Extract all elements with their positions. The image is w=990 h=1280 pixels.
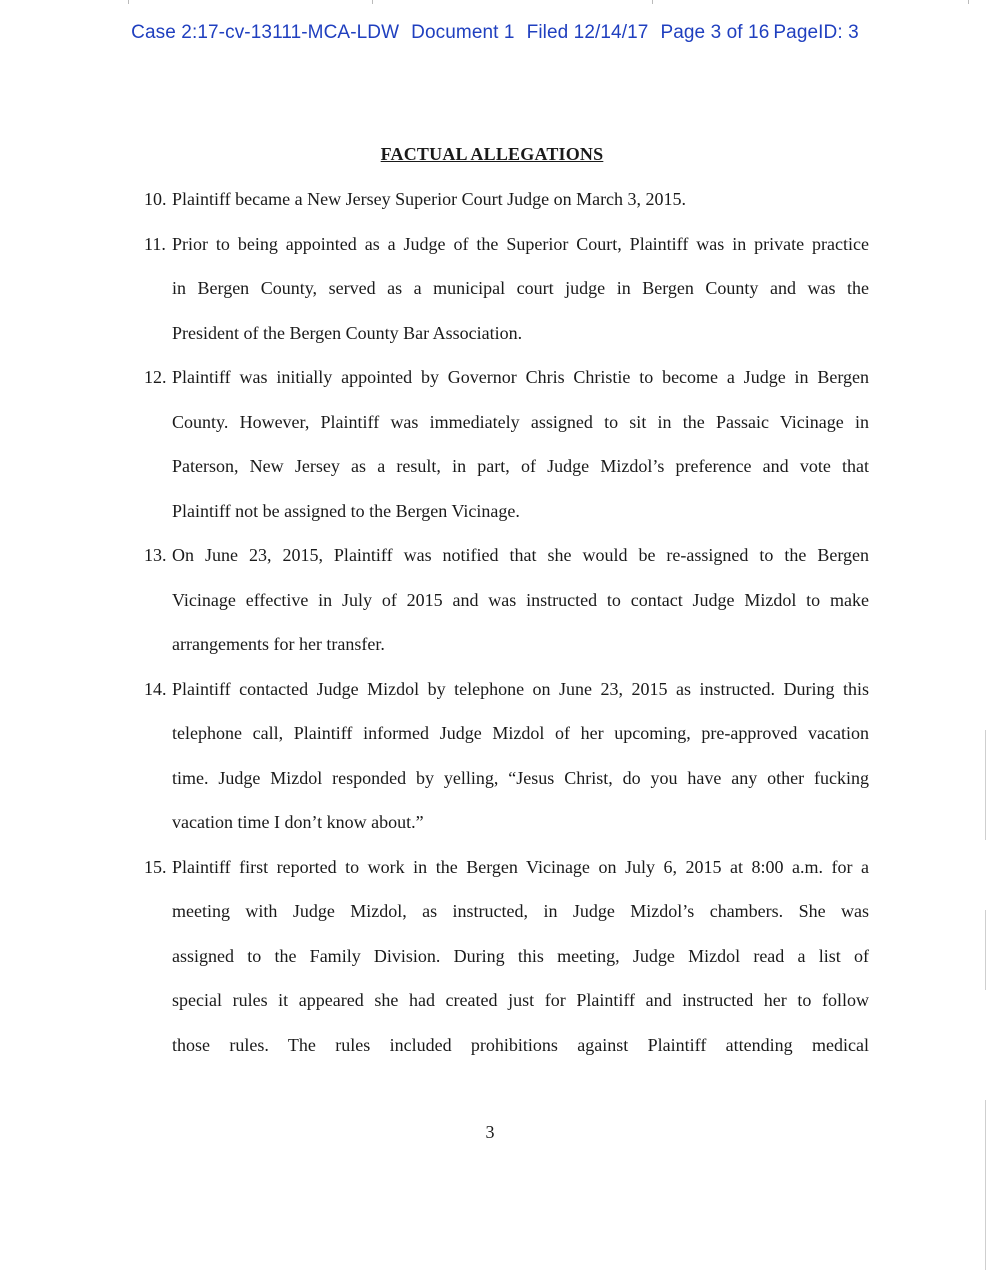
paragraph-line: those rules. The rules included prohibitions against Plaintiff attending medical [172,1035,869,1055]
paragraph-line: vacation time I don’t know about.” [172,812,424,832]
paragraph-line: Vicinage effective in July of 2015 and was instructed to contact Judge Mizdol to make [172,590,869,610]
scan-mark [372,0,373,4]
paragraph-line: telephone call, Plaintiff informed Judge Mizdol of her upcoming, pre-approved vacation [172,723,869,743]
scan-edge-mark [985,1100,986,1270]
paragraph-number: 12. [144,367,167,387]
case-number: Case 2:17-cv-13111-MCA-LDW [131,22,400,43]
paragraph-line: time. Judge Mizdol responded by yelling, “Jesus Christ, do you have any other fucking [172,768,869,788]
paragraph-line: Plaintiff contacted Judge Mizdol by telephone on June 23, 2015 as instructed. During this [172,679,869,699]
paragraph-line: assigned to the Family Division. During this meeting, Judge Mizdol read a list of [172,946,869,966]
paragraph-number: 14. [144,679,167,699]
paragraph-line: Paterson, New Jersey as a result, in part, of Judge Mizdol’s preference and vote that [172,456,869,476]
paragraph-line: arrangements for her transfer. [172,634,385,654]
document-number: Document 1 [411,22,515,43]
scan-edge-mark [985,730,986,840]
paragraph-number: 11. [144,234,166,254]
scan-mark [128,0,129,4]
scan-mark [968,0,969,4]
page-number: 3 [485,1122,495,1142]
paragraph-line: Plaintiff first reported to work in the Bergen Vicinage on July 6, 2015 at 8:00 a.m. for a [172,857,869,877]
paragraph-line: Plaintiff became a New Jersey Superior Court Judge on March 3, 2015. [172,189,687,209]
paragraph-line: special rules it appeared she had created just for Plaintiff and instructed her to follow [172,990,869,1010]
paragraph-number: 10. [144,189,167,209]
ecf-filing-header [0,22,990,44]
scan-edge-mark [985,910,986,990]
paragraph-line: Plaintiff not be assigned to the Bergen Vicinage. [172,501,520,521]
paragraph-line: Plaintiff was initially appointed by Governor Chris Christie to become a Judge in Bergen [172,367,869,387]
section-title: FACTUAL ALLEGATIONS [380,144,604,164]
paragraph-line: President of the Bergen County Bar Association. [172,323,523,343]
page-id: PageID: 3 [773,22,859,43]
paragraph-line: County. However, Plaintiff was immediately assigned to sit in the Passaic Vicinage in [172,412,869,432]
filed-date: Filed 12/14/17 [526,22,649,43]
scan-mark [652,0,653,4]
paragraph-number: 15. [144,857,167,877]
paragraph-number: 13. [144,545,167,565]
paragraph-line: meeting with Judge Mizdol, as instructed, in Judge Mizdol’s chambers. She was [172,901,869,921]
paragraph-line: On June 23, 2015, Plaintiff was notified that she would be re-assigned to the Bergen [172,545,869,565]
paragraph-line: Prior to being appointed as a Judge of the Superior Court, Plaintiff was in private practice [172,234,869,254]
page-count: Page 3 of 16 [660,22,770,43]
paragraph-line: in Bergen County, served as a municipal court judge in Bergen County and was the [172,278,869,298]
